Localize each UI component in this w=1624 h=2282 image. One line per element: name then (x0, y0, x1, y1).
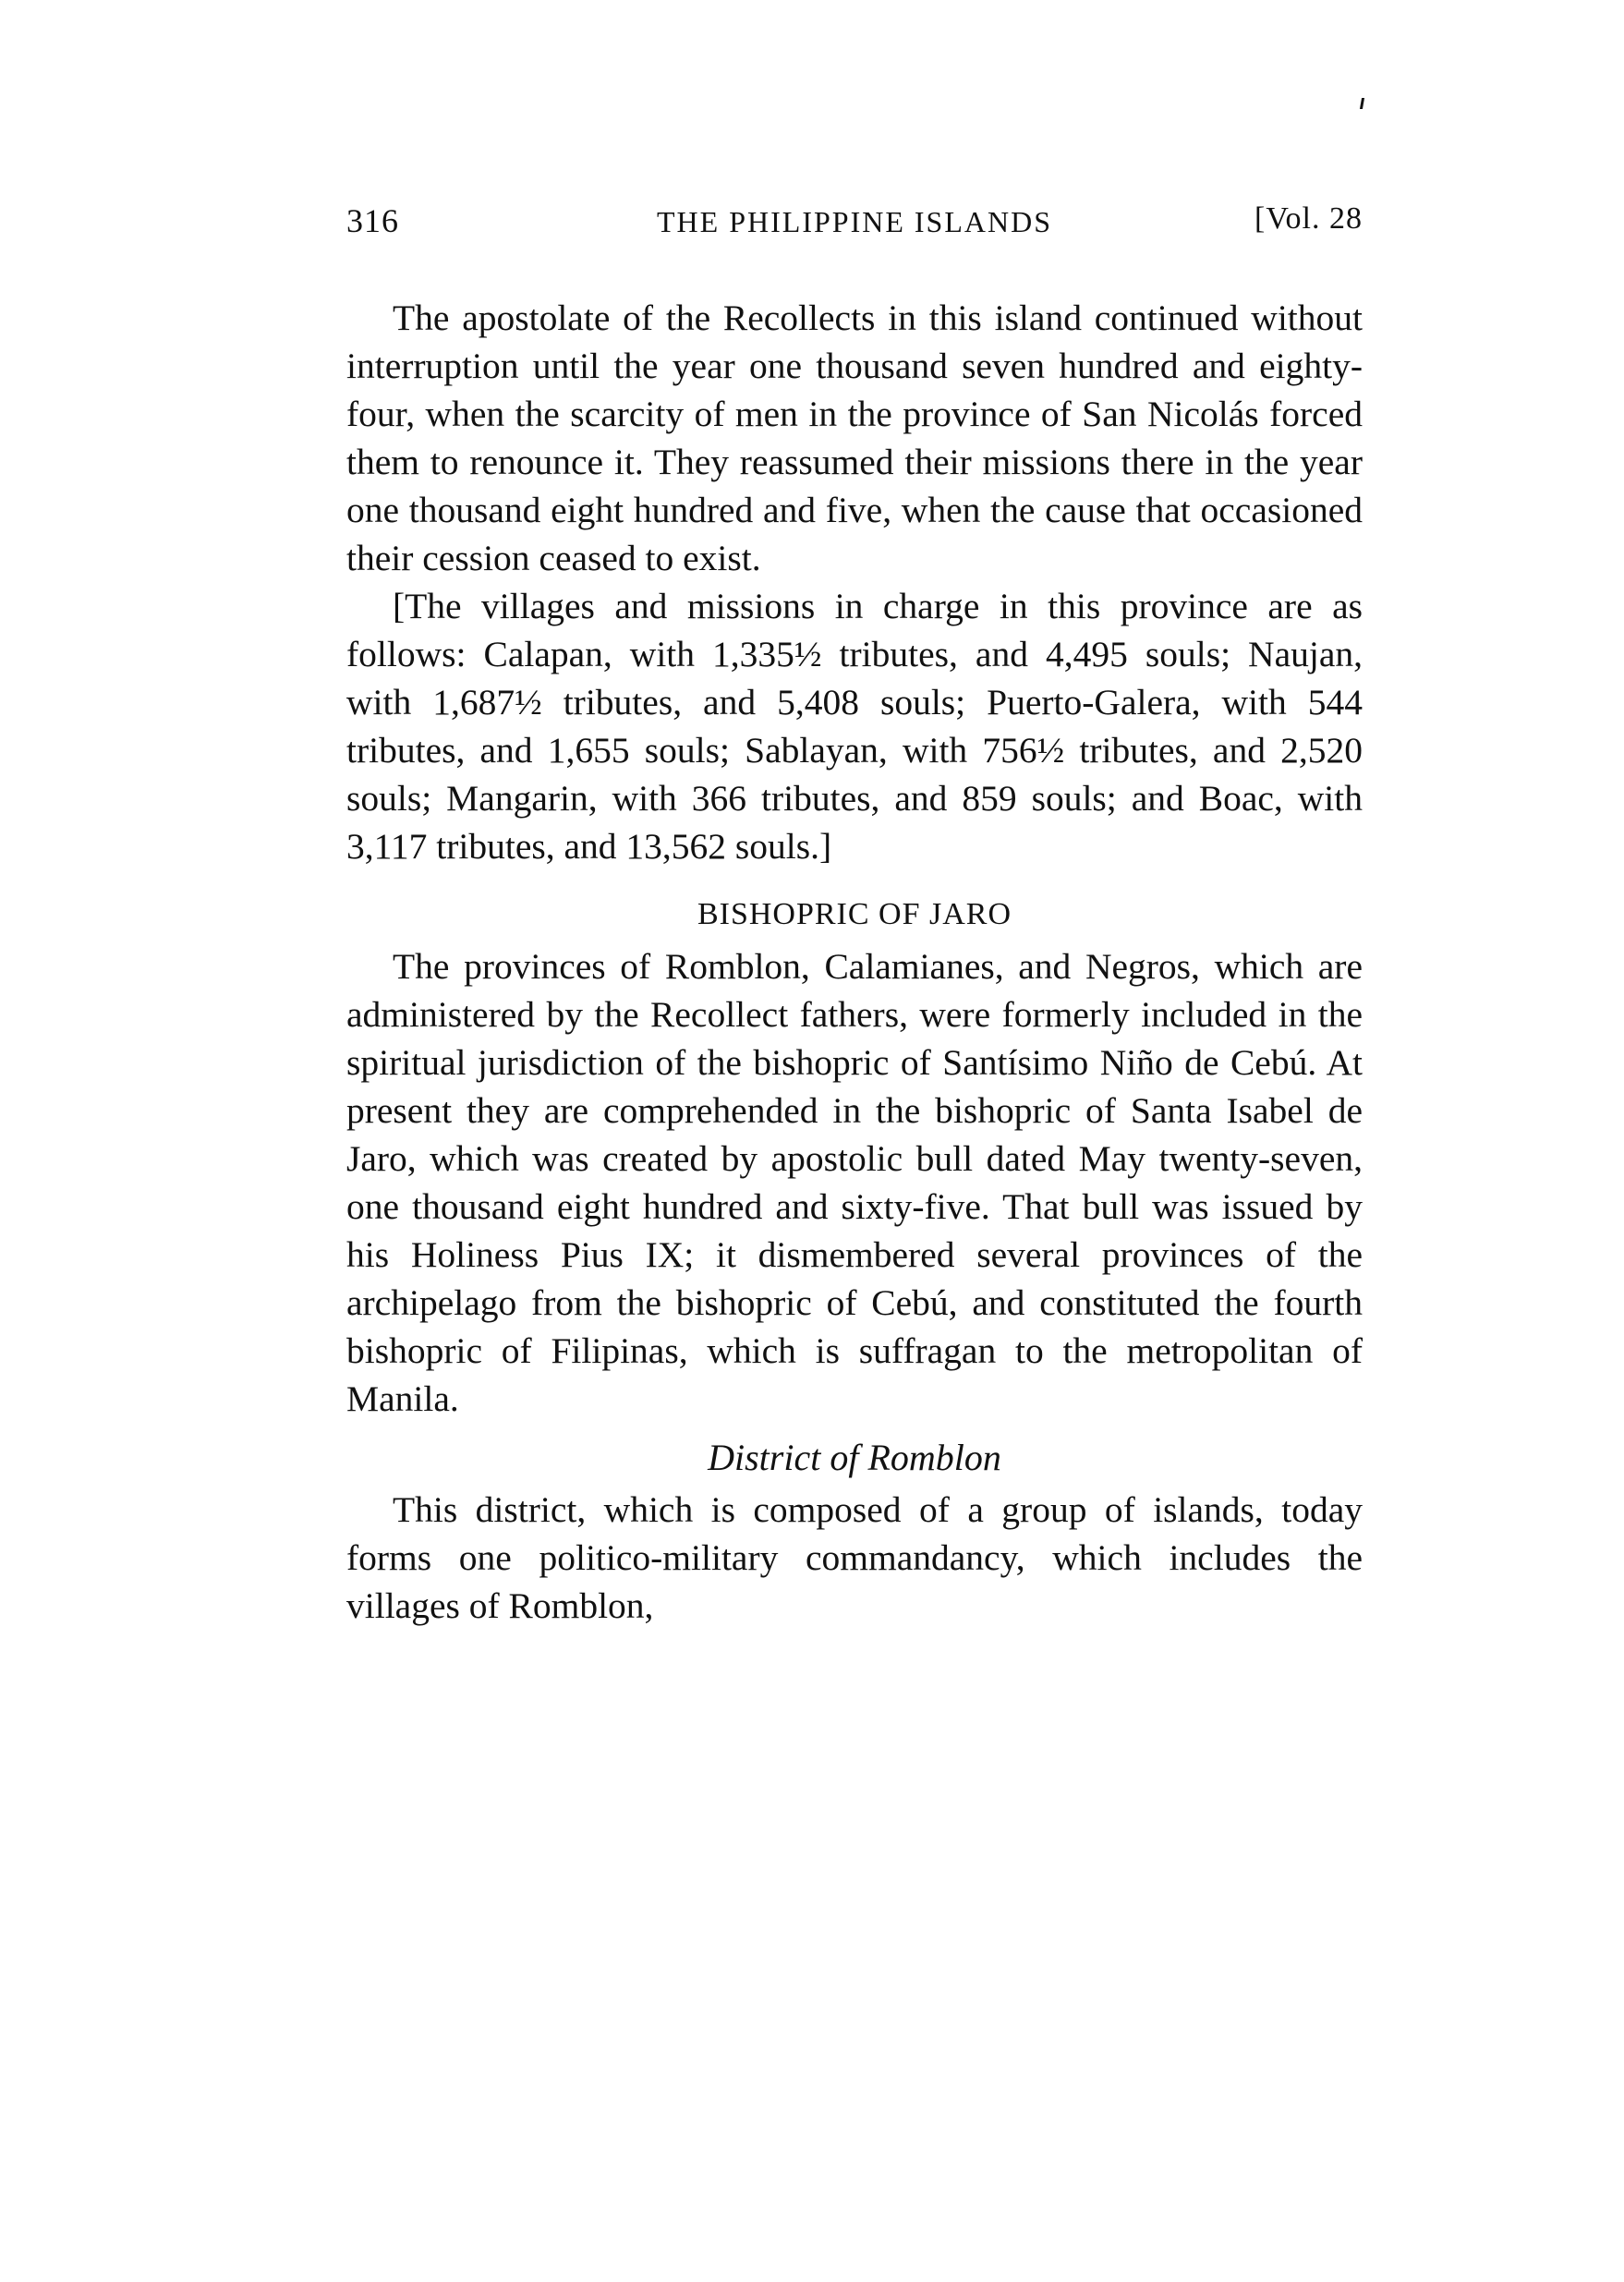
paragraph-recollects-apostolate: The apostolate of the Recollects in this island continued without interruption until the year one thousand seven hundred and eighty-four, when the scarcity of men in the province of San Nicolás forced them to renounce it. They reassumed their missions there in the year one thousand eight hundred and five, when the cause that occasioned their cession ceased to exist. (346, 297, 1363, 578)
body-text (346, 294, 1363, 1630)
paragraph-villages-missions: [The villages and missions in charge in this province are as follows: Calapan, with 1,335½ tributes, and 4,495 souls; Naujan, with 1,687½ tributes, and 5,408 souls; Puerto-Galera, with 544 tributes, and 1,655 souls; Sablayan, with 756½ tributes, and 2,520 souls; Mangarin, with 366 tributes, and 859 souls; and Boac, with 3,117 tributes, and 13,562 souls.] (346, 586, 1363, 867)
section-heading: BISHOPRIC OF JARO (697, 897, 1012, 931)
page-number: 316 (346, 202, 399, 239)
running-head (346, 201, 1363, 248)
subsection-heading: District of Romblon (708, 1437, 1001, 1478)
volume-label: [Vol. 28 (1254, 201, 1363, 236)
stray-print-mark (1360, 98, 1364, 109)
paragraph-bishopric-jaro: The provinces of Romblon, Calamianes, and Negros, which are administered by the Recollect fathers, were formerly included in the spiritual jurisdiction of the bishopric of Santísimo Niño de Cebú. At present they are comprehended in the bishopric of Santa Isabel de Jaro, which was created by apostolic bull dated May twenty-seven, one thousand eight hundred and sixty-five. That bull was issued by his Holiness Pius IX; it dismembered several provinces of the archipelago from the bishopric of Cebú, and constituted the fourth bishopric of Filipinas, which is suffragan to the metropolitan of Manila. (346, 946, 1363, 1419)
paragraph-district-romblon: This district, which is composed of a group of islands, today forms one politico-military commandancy, which includes the villages of Romblon, (346, 1489, 1363, 1626)
running-title: THE PHILIPPINE ISLANDS (657, 205, 1052, 238)
